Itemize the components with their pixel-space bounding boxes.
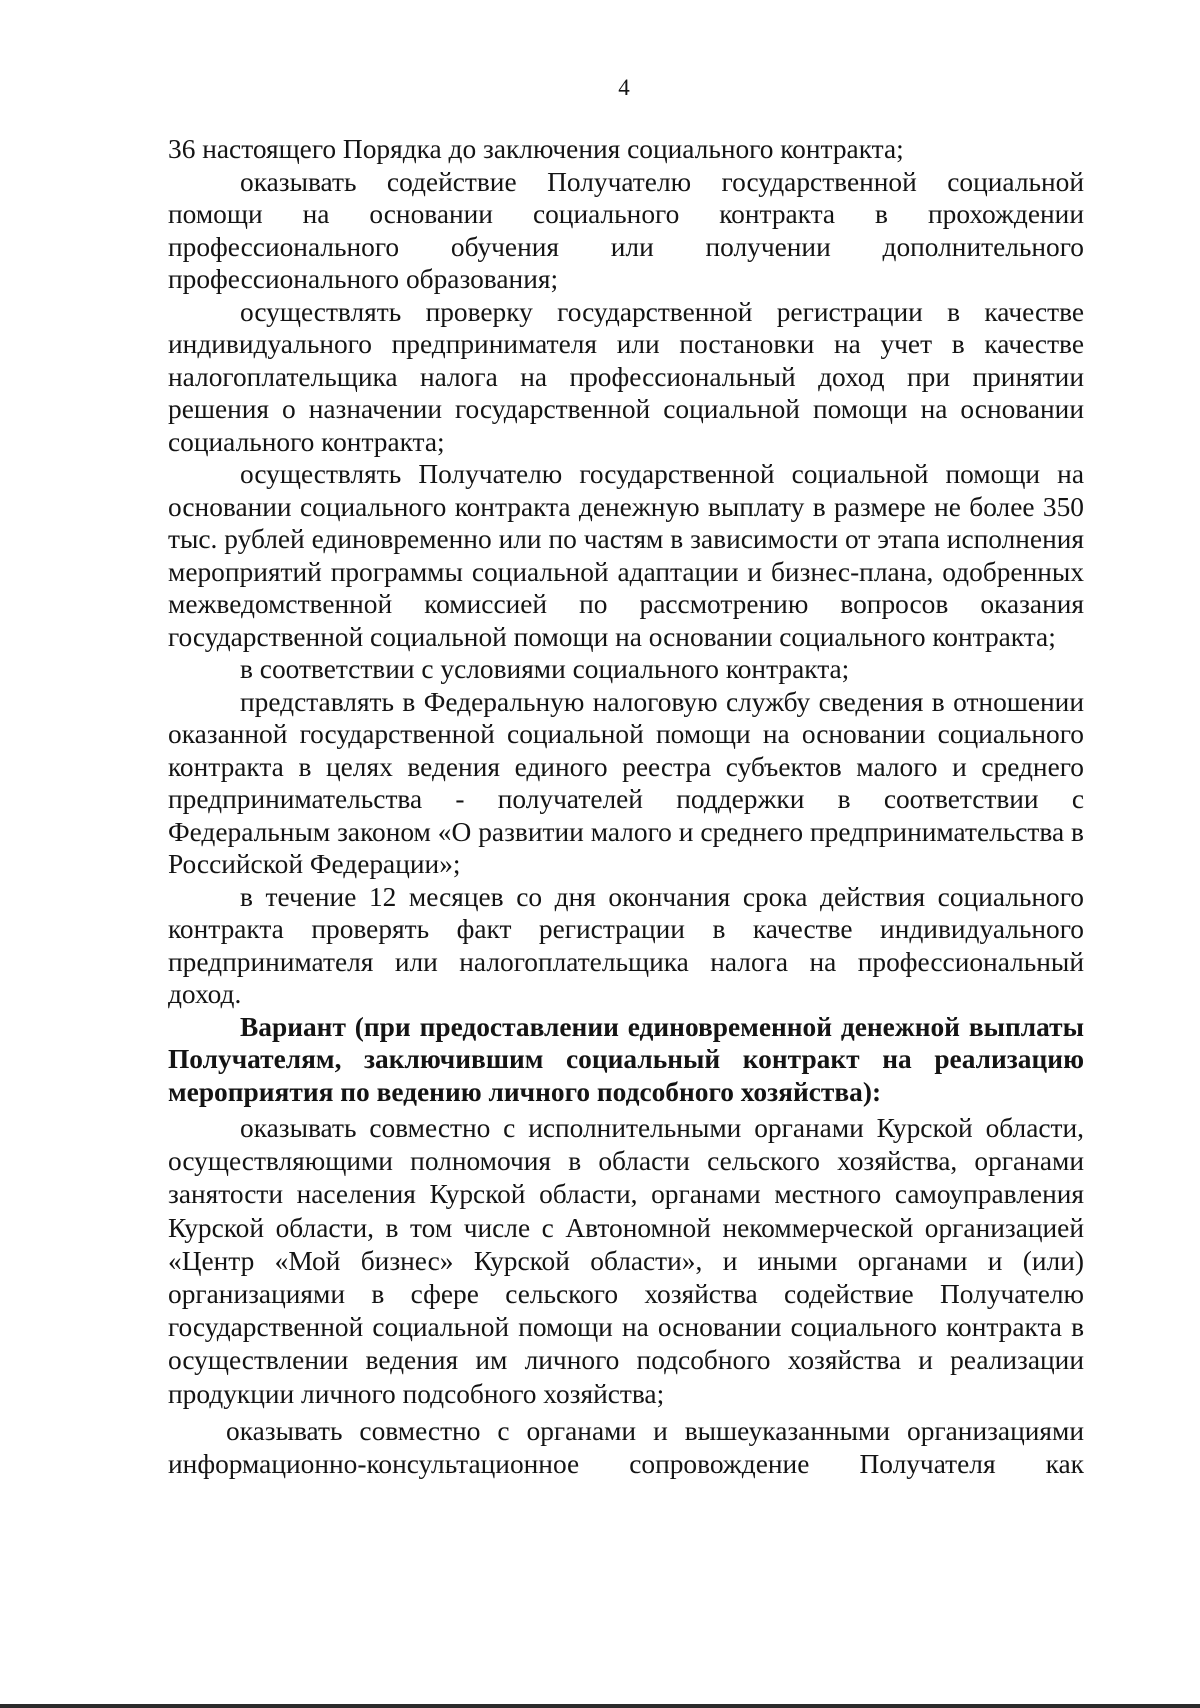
paragraph-contract-conditions: в соответствии с условиями социального контракта; xyxy=(240,654,850,684)
page-number: 4 xyxy=(618,75,630,100)
paragraph-registration-check: осуществлять проверку государственной регистрации в качестве индивидуального предпринимателя или постановки на учет в качестве налогоплательщика налога на профессиональный доход при принятии решения о назначении государственной социальной помощи на основании социального контракта; xyxy=(168,296,1084,457)
paragraph-cash-payment: осуществлять Получателю государственной социальной помощи на основании социального контракта денежную выплату в размере не более 350 тыс. рублей единовременно или по частям в зависимости от этапа исполнения мероприятий программы социальной адаптации и бизнес-плана, одобренных межведомственной комиссией по рассмотрению вопросов оказания государственной социальной помощи на основании социального контракта; xyxy=(168,459,1084,652)
paragraph-tax-service: представлять в Федеральную налоговую службу сведения в отношении оказанной государственной социальной помощи на основании социального контракта в целях ведения единого реестра субъектов малого и среднего предпринимательства - получателей поддержки в соответствии с Федеральным законом «О развитии малого и среднего предпринимательства в Российской Федерации»; xyxy=(168,686,1084,879)
document-body xyxy=(168,133,1084,1481)
paragraph-continuation: 36 настоящего Порядка до заключения социального контракта; xyxy=(168,134,904,164)
paragraph-joint-assistance: оказывать совместно с исполнительными органами Курской области, осуществляющими полномочия в области сельского хозяйства, органами занятости населения Курской области, органами местного самоуправления Курской области, в том числе с Автономной некоммерческой организацией «Центр «Мой бизнес» Курской области», и иными органами и (или) организациями в сфере сельского хозяйства содействие Получателю государственной социальной помощи на основании социального контракта в осуществлении ведения им личного подсобного хозяйства и реализации продукции личного подсобного хозяйства; xyxy=(168,1113,1084,1409)
paragraph-twelve-months-check: в течение 12 месяцев со дня окончания срока действия социального контракта проверять факт регистрации в качестве индивидуального предпринимателя или налогоплательщика налога на профессиональный доход. xyxy=(168,881,1084,1009)
paragraph-consulting-support: оказывать совместно с органами и вышеуказанными организациями информационно-консультационное сопровождение Получателя как xyxy=(168,1415,1084,1480)
paragraph-training-assistance: оказывать содействие Получателю государственной социальной помощи на основании социального контракта в прохождении профессионального обучения или получении дополнительного профессионального образования; xyxy=(168,166,1084,294)
scan-edge-line xyxy=(0,1704,1200,1708)
paragraph-variant-heading: Вариант (при предоставлении единовременной денежной выплаты Получателям, заключившим социальный контракт на реализацию мероприятия по ведению личного подсобного хозяйства): xyxy=(168,1011,1084,1107)
